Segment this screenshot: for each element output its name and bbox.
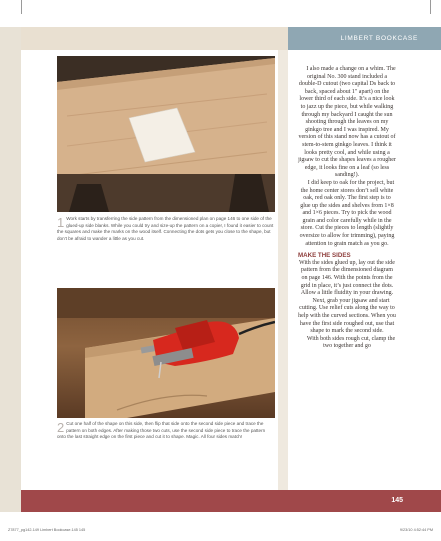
caption-1 (57, 216, 275, 242)
caption-1-text: Work starts by transferring the side pattern from the dimensioned plan on page 146 to one side of the glued-up side blanks. While you could try and size-up the pattern on a copier, I found it easier to count the squares and make the marks on the wood itself. Connecting the dots gets you close to the shape, but don’t be afraid to wander a little as you cut. (57, 216, 274, 241)
print-slug-left: Z7877_pg142-149 Limbert Bookcase.145 145 (8, 528, 86, 532)
crop-mark-top (21, 0, 22, 14)
photo-pattern-transfer-illustration (57, 56, 275, 212)
running-head: LIMBERT BOOKCASE (340, 35, 418, 42)
print-slug-right: 9/23/10 4:52:44 PM (399, 528, 433, 532)
caption-1-number: 1 (57, 215, 65, 230)
caption-2 (57, 421, 275, 441)
footer-band (21, 490, 441, 512)
body-paragraph: I also made a change on a whim. The original No. 300 stand included a double-D cutout (two capital Ds back to back, spaced about 1" apart) on the lower third of each side. It’s a nice look to jazz up the piece, but while walking through my backyard I caught the sun shooting through the leaves on my ginkgo tree and I was inspired. My version of this stand now has a cutout of stem-to-stem ginkgo leaves. I think it looks pretty cool, and while using a jigsaw to cut the shapes leaves a rougher edge, it looks fine on a leaf (so less sanding!). (298, 66, 396, 179)
body-paragraph: With both sides rough cut, clamp the two together and go (306, 335, 396, 350)
article-body (298, 66, 396, 351)
body-paragraph: With the sides glued up, lay out the side pattern from the dimensioned diagram on page 146. With the points from the grid in place, it’s just connect the dots. Allow a little fluidity in your drawing. (299, 259, 395, 297)
photo-jigsaw-cut (57, 288, 275, 418)
page-number: 145 (391, 497, 403, 504)
body-paragraph: Next, grab your jigsaw and start cutting. Use relief cuts along the way to help with the curved sections. When you have the first side roughed out, use that shape to mark the second side. (298, 297, 396, 335)
caption-2-number: 2 (57, 420, 65, 435)
body-paragraph: I did keep to oak for the project, but the home center stores don’t sell white oak, red oak only. The first step is to glue up the sides and shelves from 1×8 and 1×6 pieces. Try to pick the wood grain and color carefully while in the store. Cut the pieces to length (slightly oversize to allow for trimming), paying attention to grain match as you go. (299, 179, 395, 247)
column-gutter (278, 50, 288, 490)
section-subhead: MAKE THE SIDES (298, 252, 351, 260)
crop-mark-top-right (430, 0, 431, 14)
photo-jigsaw-cut-illustration (57, 288, 275, 418)
photo-pattern-transfer (57, 56, 275, 212)
caption-2-text: Cut one half of the shape on this side, then flip that side onto the second side piece and trace the pattern on both edges. After making those two cuts, use the second side piece to trace the pattern onto the last straight edge on the first piece and cut it to shape. Magic. All four sides match! (57, 421, 266, 440)
left-margin-band (0, 27, 21, 512)
